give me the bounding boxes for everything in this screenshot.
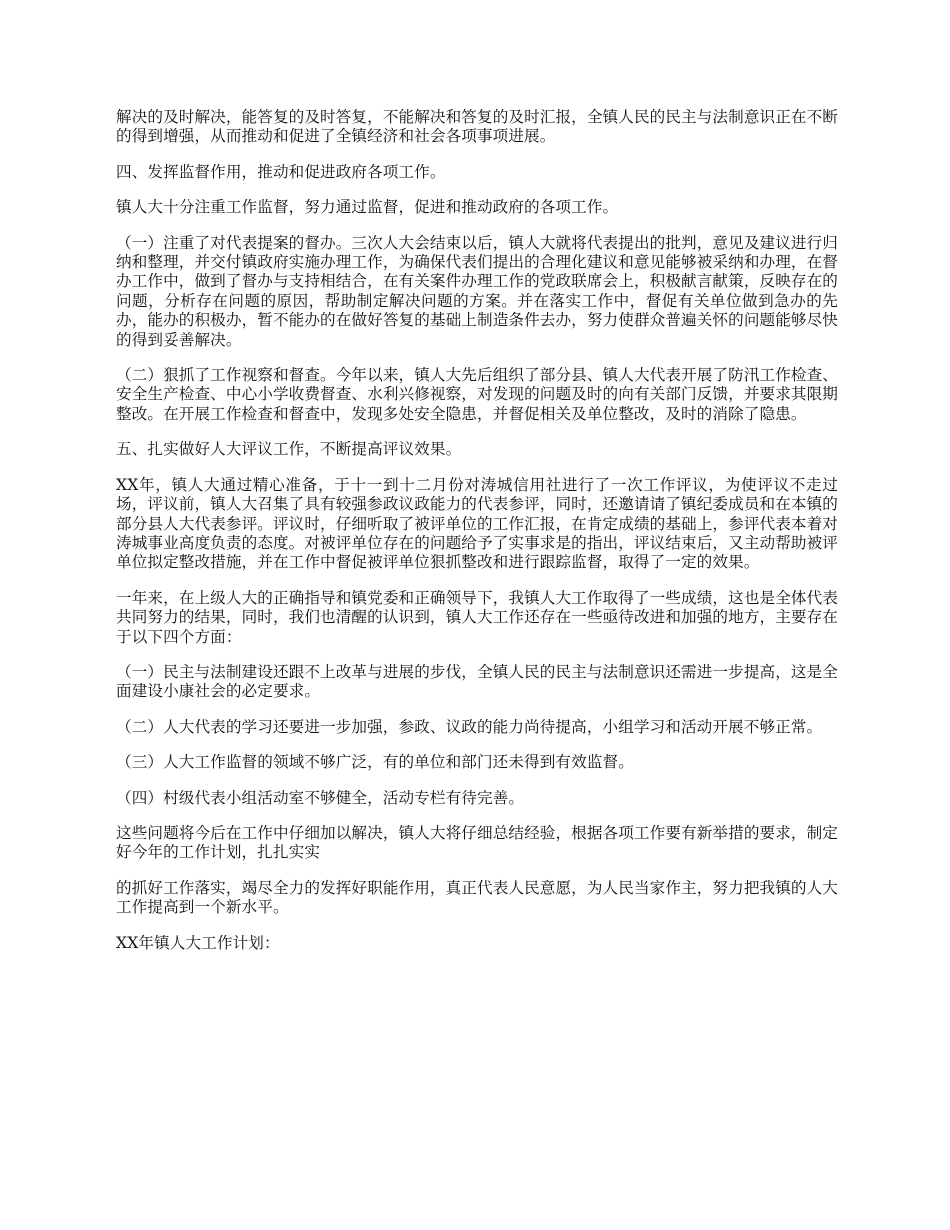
paragraph-5: （二）狠抓了工作视察和督查。今年以来，镇人大先后组织了部分县、镇人大代表开展了防汛工作检查、安全生产检查、中心小学收费督查、水利兴修视察，对发现的问题及时的向有关部门反馈，并要求其限期整改。在开展工作检查和督查中，发现多处安全隐患，并督促相关及单位整改，及时的消除了隐患。 [116,366,838,423]
paragraph-7: XX年，镇人大通过精心准备，于十一到十二月份对涛城信用社进行了一次工作评议，为使评议不走过场，评议前，镇人大召集了具有较强参政议政能力的代表参评，同时，还邀请请了镇纪委成员和在本镇的部分县人大代表参评。评议时，仔细听取了被评单位的工作汇报，在肯定成绩的基础上，参评代表本着对涛城事业高度负责的态度。对被评单位存在的问题给予了实事求是的指出，评议结束后，又主动帮助被评单位拟定整改措施，并在工作中督促被评单位狠抓整改和进行跟踪监督，取得了一定的效果。 [116,475,838,572]
paragraph-14: 的抓好工作落实，竭尽全力的发挥好职能作用，真正代表人民意愿，为人民当家作主，努力把我镇的人大工作提高到一个新水平。 [116,878,838,917]
section-heading-4: 四、发挥监督作用，推动和促进政府各项工作。 [116,162,446,181]
issue-item-2: （二）人大代表的学习还要进一步加强，参政、议政的能力尚待提高，小组学习和活动开展不够正常。 [116,717,823,736]
section-heading-5: 五、扎实做好人大评议工作，不断提高评议效果。 [116,440,462,459]
issue-item-1: （一）民主与法制建设还跟不上改革与进展的步伐，全镇人民的民主与法制意识还需进一步提高，这是全面建设小康社会的必定要求。 [116,662,838,701]
issue-item-3: （三）人大工作监督的领域不够广泛，有的单位和部门还未得到有效监督。 [116,753,634,772]
paragraph-1: 解决的及时解决，能答复的及时答复，不能解决和答复的及时汇报，全镇人民的民主与法制意识正在不断的得到增强，从而推动和促进了全镇经济和社会各项事项进展。 [116,108,838,146]
document-page [116,108,838,969]
paragraph-8: 一年来，在上级人大的正确指导和镇党委和正确领导下，我镇人大工作取得了一些成绩，这也是全体代表共同努力的结果，同时，我们也清醒的认识到，镇人大工作还存在一些亟待改进和加强的地方，主要存在于以下四个方面： [116,588,838,646]
paragraph-3: 镇人大十分注重工作监督，努力通过监督，促进和推动政府的各项工作。 [116,198,619,217]
plan-heading: XX年镇人大工作计划： [116,933,280,952]
paragraph-13: 这些问题将今后在工作中仔细加以解决，镇人大将仔细总结经验，根据各项工作要有新举措的要求，制定好今年的工作计划，扎扎实实 [116,823,838,862]
paragraph-4: （一）注重了对代表提案的督办。三次人大会结束以后，镇人大就将代表提出的批判，意见及建议进行归纳和整理，并交付镇政府实施办理工作，为确保代表们提出的合理化建议和意见能够被采纳和办理，在督办工作中，做到了督办与支持相结合，在有关案件办理工作的党政联席会上，积极献言献策，反映存在的问题，分析存在问题的原因，帮助制定解决问题的方案。并在落实工作中，督促有关单位做到急办的先办，能办的积极办，暂不能办的在做好答复的基础上制造条件去办，努力使群众普遍关怀的问题能够尽快的得到妥善解决。 [116,233,838,349]
issue-item-4: （四）村级代表小组活动室不够健全，活动专栏有待完善。 [116,788,525,807]
